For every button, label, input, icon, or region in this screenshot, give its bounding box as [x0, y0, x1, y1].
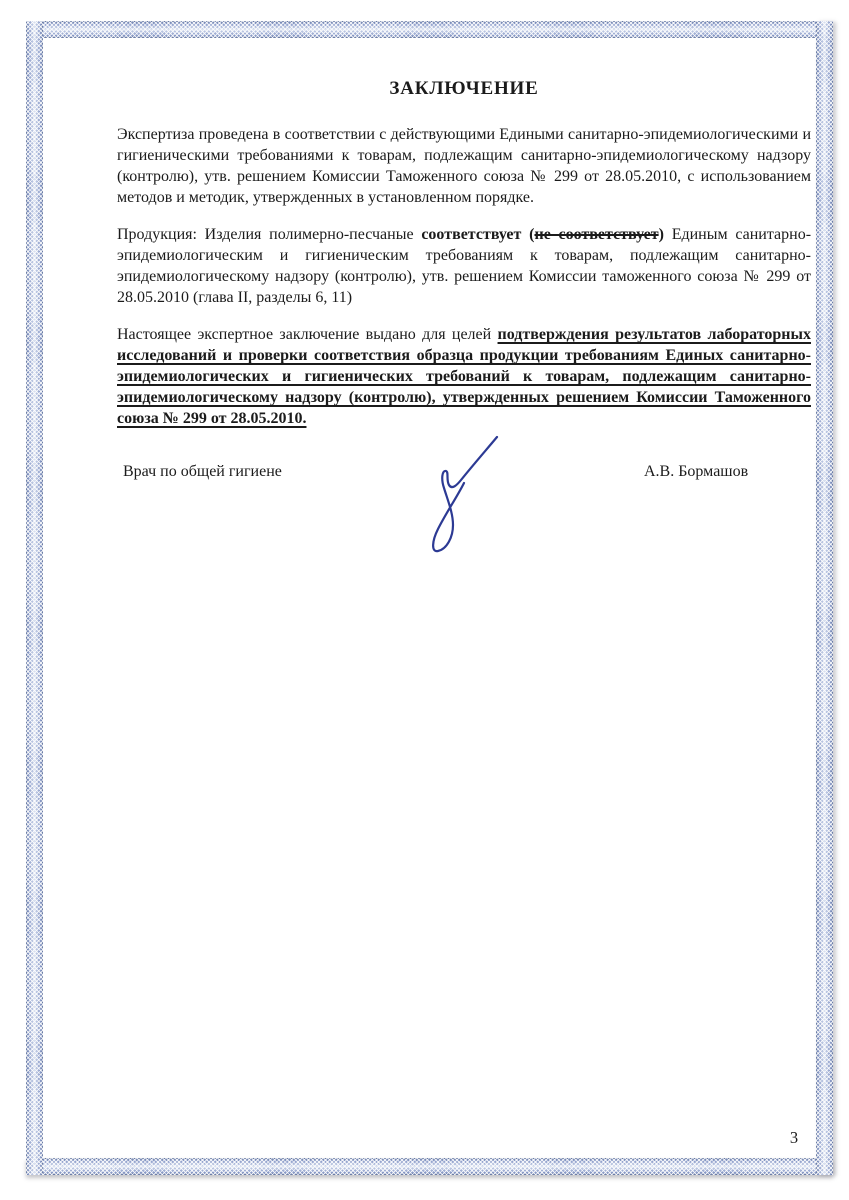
decorative-border-bottom: [26, 1158, 833, 1175]
decorative-border-left: [26, 21, 43, 1175]
purpose-emphasized: подтверждения результатов лабораторных исследований и проверки соответствия образца продукции требованиям Единых санитарно-эпидемиологических и гигиенических требований к товарам, подлежащим санитарно-эпидемиологическому надзору (контролю), утвержденных решением Комиссии Таможенного союза № 299 от 28.05.2010.: [117, 326, 811, 427]
signer-name: А.В. Бормашов: [644, 463, 749, 480]
decorative-border-top: [26, 21, 833, 38]
product-result-struck: не соответствует: [534, 226, 659, 243]
product-paren-close: ): [658, 226, 672, 243]
paragraph-expertise: Экспертиза проведена в соответствии с действующими Едиными санитарно-эпидемиологическими и гигиеническими требованиями к товарам, подлежащим санитарно-эпидемиологическому надзору (контролю), утв. решением Комиссии Таможенного союза № 299 от 28.05.2010, с использованием методов и методик, утвержденных в установленном порядке.: [117, 126, 811, 206]
paragraph-product: [117, 224, 811, 308]
paragraph-purpose: [117, 324, 811, 429]
page-number: 3: [789, 1128, 799, 1147]
product-lead: Продукция: Изделия полимерно-песчаные: [117, 226, 422, 243]
decorative-border-right: [816, 21, 833, 1175]
product-rest: Единым санитарно-эпидемиологическим и гигиеническим требованиям к товарам, подлежащим санитарно-эпидемиологическому надзору (контролю), утв. решением Комиссии таможенного союза № 299 от 28.05.2010 (глава II, разделы 6, 11): [117, 226, 812, 306]
purpose-lead: Настоящее экспертное заключение выдано для целей: [117, 326, 498, 343]
document-content: [117, 78, 811, 593]
product-paren-open: (: [521, 226, 535, 243]
signer-role: Врач по общей гигиене: [123, 463, 282, 480]
signature-block: [117, 463, 811, 593]
product-result-bold: соответствует: [421, 226, 522, 243]
signature-ink: [413, 427, 513, 557]
document-title: ЗАКЛЮЧЕНИЕ: [389, 78, 539, 99]
